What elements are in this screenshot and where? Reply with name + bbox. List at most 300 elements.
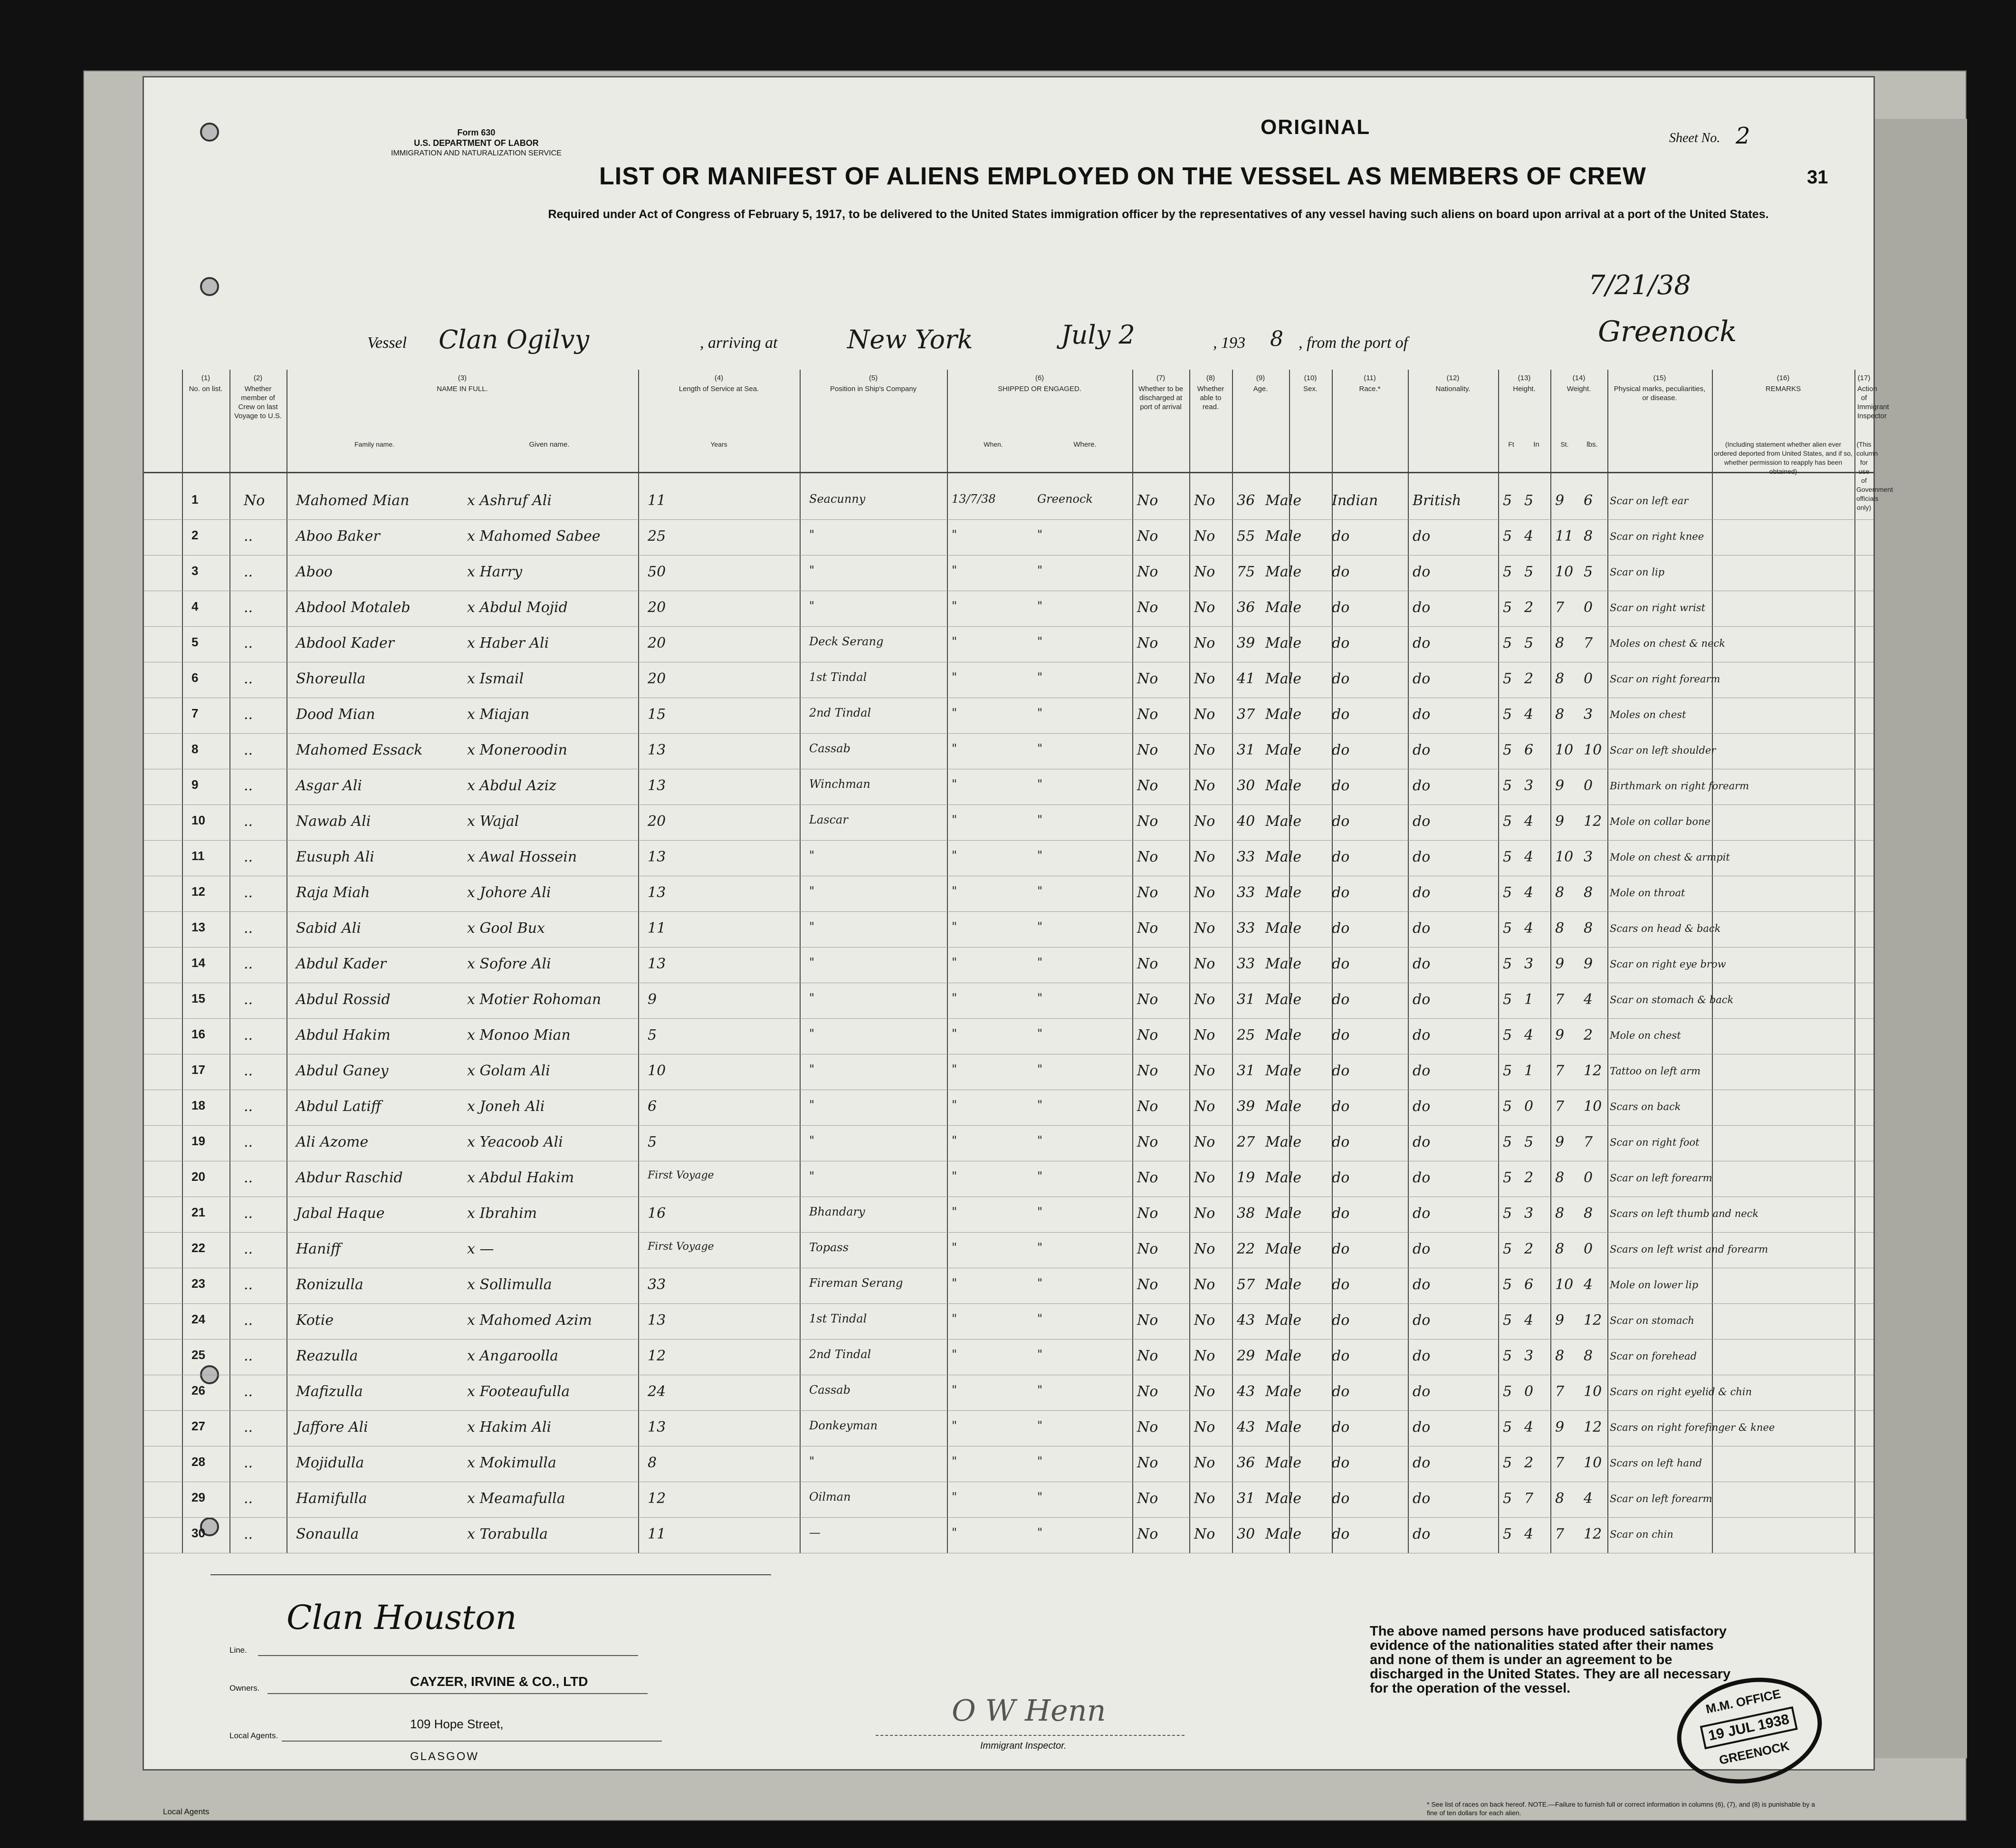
table-row [144, 662, 1873, 698]
cell-given: x Hakim Ali [467, 1419, 552, 1436]
cell-ft: 5 [1503, 1419, 1512, 1436]
cell-last: .. [244, 1134, 253, 1150]
table-row [144, 484, 1873, 520]
cell-marks: Scars on head & back [1610, 923, 1721, 934]
cell-last: .. [244, 1312, 253, 1329]
cell-position: " [809, 1063, 815, 1076]
cell-st: 7 [1555, 991, 1565, 1008]
cell-in: 2 [1524, 670, 1534, 687]
cell-read: No [1194, 920, 1215, 937]
cell-lbs: 12 [1584, 1419, 1602, 1436]
cell-st: 10 [1555, 742, 1574, 758]
cell-nationality: do [1413, 813, 1431, 830]
column-label: SHIPPED OR ENGAGED. [998, 385, 1081, 393]
cell-when: " [952, 599, 957, 613]
cell-family: Abdul Hakim [296, 1027, 391, 1044]
cell-st: 9 [1555, 956, 1565, 972]
cell-position: Cassab [809, 1383, 850, 1397]
corner-number: 31 [1807, 167, 1828, 188]
cell-ft: 5 [1503, 528, 1512, 545]
column-sublabel: When. [984, 440, 1003, 448]
cell-given: x Meamafulla [467, 1490, 565, 1507]
cell-in: 3 [1524, 1205, 1534, 1222]
cell-no: 28 [191, 1455, 205, 1469]
line-label: Line. [229, 1646, 247, 1655]
cell-ft: 5 [1503, 777, 1512, 794]
cell-read: No [1194, 1241, 1215, 1257]
cell-in: 4 [1524, 813, 1534, 830]
cell-ft: 5 [1503, 564, 1512, 580]
cell-sex: Male [1265, 1027, 1301, 1044]
cell-lbs: 0 [1584, 1241, 1593, 1257]
table-row [144, 1268, 1873, 1304]
cell-disch: No [1137, 849, 1158, 865]
cell-years: 8 [648, 1455, 657, 1471]
inspector-signature: O W Henn [952, 1693, 1106, 1728]
cell-sex: Male [1265, 1241, 1301, 1257]
cell-age: 31 [1237, 742, 1255, 758]
cell-family: Dood Mian [296, 706, 375, 723]
cell-given: x Gool Bux [467, 920, 545, 937]
cell-when: " [952, 1098, 957, 1111]
table-row [144, 947, 1873, 983]
cell-where: " [1037, 1490, 1043, 1503]
cell-disch: No [1137, 564, 1158, 580]
cell-family: Abdul Rossid [296, 991, 391, 1008]
cell-st: 7 [1555, 1455, 1565, 1471]
cell-position: Lascar [809, 813, 848, 826]
cell-last: .. [244, 528, 253, 545]
cell-nationality: do [1413, 920, 1431, 937]
cell-family: Shorеulla [296, 670, 366, 687]
cell-years: 24 [648, 1383, 666, 1400]
column-label: NAME IN FULL. [437, 385, 488, 393]
table-row [144, 733, 1873, 769]
cell-family: Mojidulla [296, 1455, 364, 1471]
cell-no: 12 [191, 884, 205, 899]
arrival-year: 8 [1270, 327, 1283, 351]
column-number: (3) [458, 374, 467, 382]
cell-when: " [952, 564, 957, 577]
cell-race: do [1332, 920, 1350, 937]
cell-years: 6 [648, 1098, 657, 1115]
cell-ft: 5 [1503, 884, 1512, 901]
cell-family: Abdool Motaleb [296, 599, 411, 616]
cell-lbs: 4 [1584, 1490, 1593, 1507]
cell-race: do [1332, 742, 1350, 758]
cell-race: do [1332, 956, 1350, 972]
cell-marks: Tattoo on left arm [1610, 1065, 1701, 1077]
cell-given: x Ismail [467, 670, 524, 687]
cell-st: 9 [1555, 492, 1565, 509]
cell-marks: Mole on collar bone [1610, 816, 1710, 827]
agents-label: Local Agents. [229, 1731, 278, 1740]
cell-when: " [952, 777, 957, 791]
cell-nationality: do [1413, 706, 1431, 723]
nationality-statement: The above named persons have produced satisfactory evidence of the nationalities stated after their names and none of them is under an agreement to be discharged in the United States. They are all necessary for the operation of the vessel. [1370, 1624, 1731, 1696]
cell-given: x Yeacoob Ali [467, 1134, 563, 1150]
cell-family: Aboo [296, 564, 333, 580]
cell-when: 13/7/38 [952, 492, 996, 506]
cell-marks: Scar on right knee [1610, 531, 1704, 542]
cell-given: x Abdul Mojid [467, 599, 568, 616]
cell-read: No [1194, 1276, 1215, 1293]
cell-lbs: 10 [1584, 1098, 1602, 1115]
stamp-city: GREENOCK [1718, 1738, 1791, 1768]
cell-where: " [1037, 528, 1043, 541]
cell-ft: 5 [1503, 956, 1512, 972]
cell-in: 1 [1524, 991, 1534, 1008]
cell-where: " [1037, 670, 1043, 684]
table-row [144, 1446, 1873, 1482]
cell-last: .. [244, 956, 253, 972]
stamp-office: M.M. OFFICE [1704, 1686, 1782, 1716]
cell-sex: Male [1265, 1276, 1301, 1293]
cell-position: " [809, 849, 815, 862]
column-label: Whether member of Crew on last Voyage to U.S. [234, 385, 282, 420]
cell-age: 38 [1237, 1205, 1255, 1222]
cell-position: Deck Serang [809, 635, 884, 648]
column-number: (2) [253, 374, 263, 382]
cell-position: " [809, 920, 815, 933]
cell-when: " [952, 1348, 957, 1361]
cell-where: " [1037, 991, 1043, 1005]
column-sublabel: Given name. [529, 440, 570, 449]
cell-race: do [1332, 1383, 1350, 1400]
cell-when: " [952, 920, 957, 933]
cell-years: 9 [648, 991, 657, 1008]
cell-st: 9 [1555, 1419, 1565, 1436]
cell-race: do [1332, 849, 1350, 865]
cell-no: 30 [191, 1526, 205, 1540]
cell-sex: Male [1265, 1526, 1301, 1542]
cell-lbs: 7 [1584, 1134, 1593, 1150]
cell-given: x Harry [467, 564, 523, 580]
footnote: * See list of races on back hereof. NOTE.—Failure to furnish full or correct information in columns (6), (7), and (8) is punishable by a fine of ten dollars for each alien. [1427, 1800, 1815, 1817]
cell-no: 6 [191, 670, 199, 685]
cell-given: x — [467, 1241, 494, 1257]
column-sublabel: Years [710, 440, 727, 448]
table-row [144, 626, 1873, 662]
cell-lbs: 0 [1584, 599, 1593, 616]
cell-no: 21 [191, 1205, 205, 1219]
arrival-port: New York [847, 325, 973, 354]
cell-sex: Male [1265, 670, 1301, 687]
cell-age: 36 [1237, 492, 1255, 509]
cell-given: x Angaroolla [467, 1348, 559, 1364]
cell-sex: Male [1265, 920, 1301, 937]
cell-sex: Male [1265, 1490, 1301, 1507]
sheet-label: Sheet No. [1669, 131, 1720, 145]
cell-family: Reazulla [296, 1348, 358, 1364]
cell-years: 5 [648, 1027, 657, 1044]
cell-nationality: do [1413, 1312, 1431, 1329]
owners-value: CAYZER, IRVINE & CO., LTD [410, 1674, 588, 1689]
cell-years: 20 [648, 599, 666, 616]
cell-disch: No [1137, 813, 1158, 830]
cell-read: No [1194, 1063, 1215, 1079]
cell-position: " [809, 1169, 815, 1183]
cell-years: 12 [648, 1490, 666, 1507]
cell-when: " [952, 1312, 957, 1325]
cell-last: .. [244, 920, 253, 937]
inspector-label: Immigrant Inspector. [980, 1741, 1067, 1751]
cell-age: 33 [1237, 884, 1255, 901]
cell-nationality: do [1413, 1455, 1431, 1471]
cell-where: " [1037, 1027, 1043, 1040]
cell-no: 29 [191, 1490, 205, 1504]
cell-age: 22 [1237, 1241, 1255, 1257]
cell-in: 7 [1524, 1490, 1534, 1507]
column-header [947, 373, 1132, 449]
column-label: REMARKS [1765, 385, 1801, 393]
cell-ft: 5 [1503, 1383, 1512, 1400]
cell-in: 4 [1524, 849, 1534, 865]
cell-no: 13 [191, 920, 205, 934]
column-sublabel: Ft [1508, 440, 1514, 448]
cell-disch: No [1137, 1205, 1158, 1222]
cell-nationality: do [1413, 564, 1431, 580]
cell-marks: Scar on left forearm [1610, 1172, 1712, 1184]
cell-sex: Male [1265, 742, 1301, 758]
cell-years: 5 [648, 1134, 657, 1150]
cell-when: " [952, 1241, 957, 1254]
cell-st: 9 [1555, 777, 1565, 794]
cell-family: Jabal Haque [296, 1205, 385, 1222]
cell-nationality: do [1413, 1027, 1431, 1044]
cell-race: do [1332, 1169, 1350, 1186]
cell-last: .. [244, 1419, 253, 1436]
cell-when: " [952, 1134, 957, 1147]
cell-marks: Scars on back [1610, 1101, 1681, 1112]
cell-position: Donkeyman [809, 1419, 878, 1432]
cell-years: 13 [648, 884, 666, 901]
cell-race: do [1332, 1526, 1350, 1542]
cell-nationality: do [1413, 635, 1431, 651]
cell-when: " [952, 635, 957, 648]
cell-given: x Abdul Aziz [467, 777, 556, 794]
cell-no: 17 [191, 1063, 205, 1077]
column-header [1498, 373, 1550, 449]
cell-st: 8 [1555, 635, 1565, 651]
cell-lbs: 5 [1584, 564, 1593, 580]
column-number: (1) [201, 374, 210, 382]
cell-read: No [1194, 706, 1215, 723]
cell-st: 10 [1555, 564, 1574, 580]
cell-st: 7 [1555, 599, 1565, 616]
cell-where: " [1037, 1205, 1043, 1218]
cell-disch: No [1137, 1455, 1158, 1471]
cell-age: 37 [1237, 706, 1255, 723]
cell-years: 15 [648, 706, 666, 723]
cell-last: .. [244, 1241, 253, 1257]
agents-address: 109 Hope Street, [410, 1717, 504, 1731]
cell-in: 6 [1524, 1276, 1534, 1293]
line-rule [258, 1655, 638, 1656]
cell-when: " [952, 1063, 957, 1076]
cell-years: First Voyage [648, 1169, 714, 1181]
cell-in: 4 [1524, 1526, 1534, 1542]
cell-years: 11 [648, 920, 666, 937]
cell-ft: 5 [1503, 1526, 1512, 1542]
cell-last: .. [244, 742, 253, 758]
cell-family: Jaffore Ali [296, 1419, 368, 1436]
cell-given: x Abdul Hakim [467, 1169, 574, 1186]
cell-where: " [1037, 635, 1043, 648]
cell-position: " [809, 956, 815, 969]
cell-marks: Moles on chest & neck [1610, 638, 1725, 649]
cell-years: 20 [648, 635, 666, 651]
column-sublabel: St. [1560, 440, 1569, 448]
cell-ft: 5 [1503, 706, 1512, 723]
cell-where: " [1037, 1348, 1043, 1361]
cell-when: " [952, 742, 957, 755]
cell-given: x Miajan [467, 706, 530, 723]
cell-age: 33 [1237, 920, 1255, 937]
cell-st: 8 [1555, 1205, 1565, 1222]
inspector-rule [876, 1735, 1185, 1736]
cell-read: No [1194, 564, 1215, 580]
cell-last: .. [244, 1348, 253, 1364]
cell-read: No [1194, 492, 1215, 509]
arrival-date: July 2 [1061, 320, 1135, 350]
cell-last: No [244, 492, 265, 509]
cell-last: .. [244, 635, 253, 651]
cell-st: 10 [1555, 1276, 1574, 1293]
column-number: (5) [869, 374, 878, 382]
cell-years: 10 [648, 1063, 666, 1079]
column-label: Physical marks, peculiarities, or disease. [1614, 385, 1706, 402]
cell-read: No [1194, 1134, 1215, 1150]
owners-rule [268, 1693, 648, 1694]
cell-lbs: 12 [1584, 1526, 1602, 1542]
form-revision: 14—1940 [1826, 1831, 1855, 1838]
cell-no: 23 [191, 1276, 205, 1291]
cell-read: No [1194, 1490, 1215, 1507]
table-row [144, 1339, 1873, 1375]
cell-race: do [1332, 1098, 1350, 1115]
cell-age: 27 [1237, 1134, 1255, 1150]
cell-lbs: 8 [1584, 528, 1593, 545]
column-header [229, 373, 287, 422]
cell-age: 40 [1237, 813, 1255, 830]
table-row [144, 1054, 1873, 1090]
cell-st: 8 [1555, 1490, 1565, 1507]
cell-no: 20 [191, 1169, 205, 1184]
column-number: (13) [1518, 374, 1531, 382]
column-header [638, 373, 800, 448]
cell-st: 7 [1555, 1526, 1565, 1542]
cell-last: .. [244, 1063, 253, 1079]
table-row [144, 840, 1873, 876]
cell-marks: Scars on right eyelid & chin [1610, 1386, 1752, 1398]
cell-lbs: 3 [1584, 849, 1593, 865]
cell-when: " [952, 528, 957, 541]
cell-race: do [1332, 813, 1350, 830]
cell-lbs: 8 [1584, 1348, 1593, 1364]
cell-family: Haniff [296, 1241, 341, 1257]
cell-age: 29 [1237, 1348, 1255, 1364]
cell-nationality: do [1413, 1098, 1431, 1115]
cell-read: No [1194, 1348, 1215, 1364]
table-row [144, 1161, 1873, 1197]
cell-lbs: 8 [1584, 884, 1593, 901]
cell-age: 30 [1237, 1526, 1255, 1542]
cell-nationality: do [1413, 742, 1431, 758]
cell-race: do [1332, 1241, 1350, 1257]
cell-nationality: do [1413, 670, 1431, 687]
table-row [144, 698, 1873, 734]
cell-years: 16 [648, 1205, 666, 1222]
cell-position: 1st Tindal [809, 670, 867, 684]
column-header [287, 373, 638, 449]
cell-no: 25 [191, 1348, 205, 1362]
cell-race: do [1332, 777, 1350, 794]
cell-sex: Male [1265, 777, 1301, 794]
cell-st: 8 [1555, 1241, 1565, 1257]
cell-position: Fireman Serang [809, 1276, 903, 1290]
cell-sex: Male [1265, 991, 1301, 1008]
column-label: Age. [1253, 385, 1268, 393]
cell-marks: Scars on left thumb and neck [1610, 1208, 1759, 1219]
column-number: (12) [1446, 374, 1460, 382]
cell-family: Raja Miah [296, 884, 370, 901]
cell-disch: No [1137, 991, 1158, 1008]
cell-in: 3 [1524, 777, 1534, 794]
cell-race: do [1332, 1348, 1350, 1364]
cell-ft: 5 [1503, 1348, 1512, 1364]
binder-hole [200, 123, 219, 142]
cell-lbs: 12 [1584, 1063, 1602, 1079]
table-row [144, 1197, 1873, 1233]
cell-in: 5 [1524, 1134, 1534, 1150]
cell-marks: Scar on right foot [1610, 1137, 1700, 1148]
cell-read: No [1194, 1526, 1215, 1542]
column-number: (16) [1777, 374, 1790, 382]
cell-read: No [1194, 742, 1215, 758]
cell-where: " [1037, 1134, 1043, 1147]
cell-st: 7 [1555, 1063, 1565, 1079]
cell-last: .. [244, 777, 253, 794]
column-label: Race.* [1359, 385, 1381, 393]
cell-disch: No [1137, 528, 1158, 545]
table-row [144, 983, 1873, 1019]
cell-nationality: do [1413, 956, 1431, 972]
cell-nationality: do [1413, 849, 1431, 865]
cell-nationality: do [1413, 991, 1431, 1008]
cell-marks: Moles on chest [1610, 709, 1686, 720]
cell-given: x Ashruf Ali [467, 492, 552, 509]
cell-where: " [1037, 1098, 1043, 1111]
departure-port: Greenock [1598, 315, 1737, 348]
cell-in: 4 [1524, 1312, 1534, 1329]
cell-ft: 5 [1503, 742, 1512, 758]
cell-nationality: do [1413, 1134, 1431, 1150]
cell-age: 75 [1237, 564, 1255, 580]
cell-position: " [809, 991, 815, 1005]
cell-position: Winchman [809, 777, 870, 791]
cell-st: 9 [1555, 1027, 1565, 1044]
form-number: Form 630 [457, 128, 496, 137]
cell-lbs: 4 [1584, 991, 1593, 1008]
cell-given: x Mokimulla [467, 1455, 556, 1471]
cell-given: x Ibrahim [467, 1205, 537, 1222]
cell-st: 8 [1555, 1348, 1565, 1364]
cell-age: 33 [1237, 956, 1255, 972]
cell-race: do [1332, 706, 1350, 723]
cell-read: No [1194, 1312, 1215, 1329]
cell-sex: Male [1265, 1383, 1301, 1400]
